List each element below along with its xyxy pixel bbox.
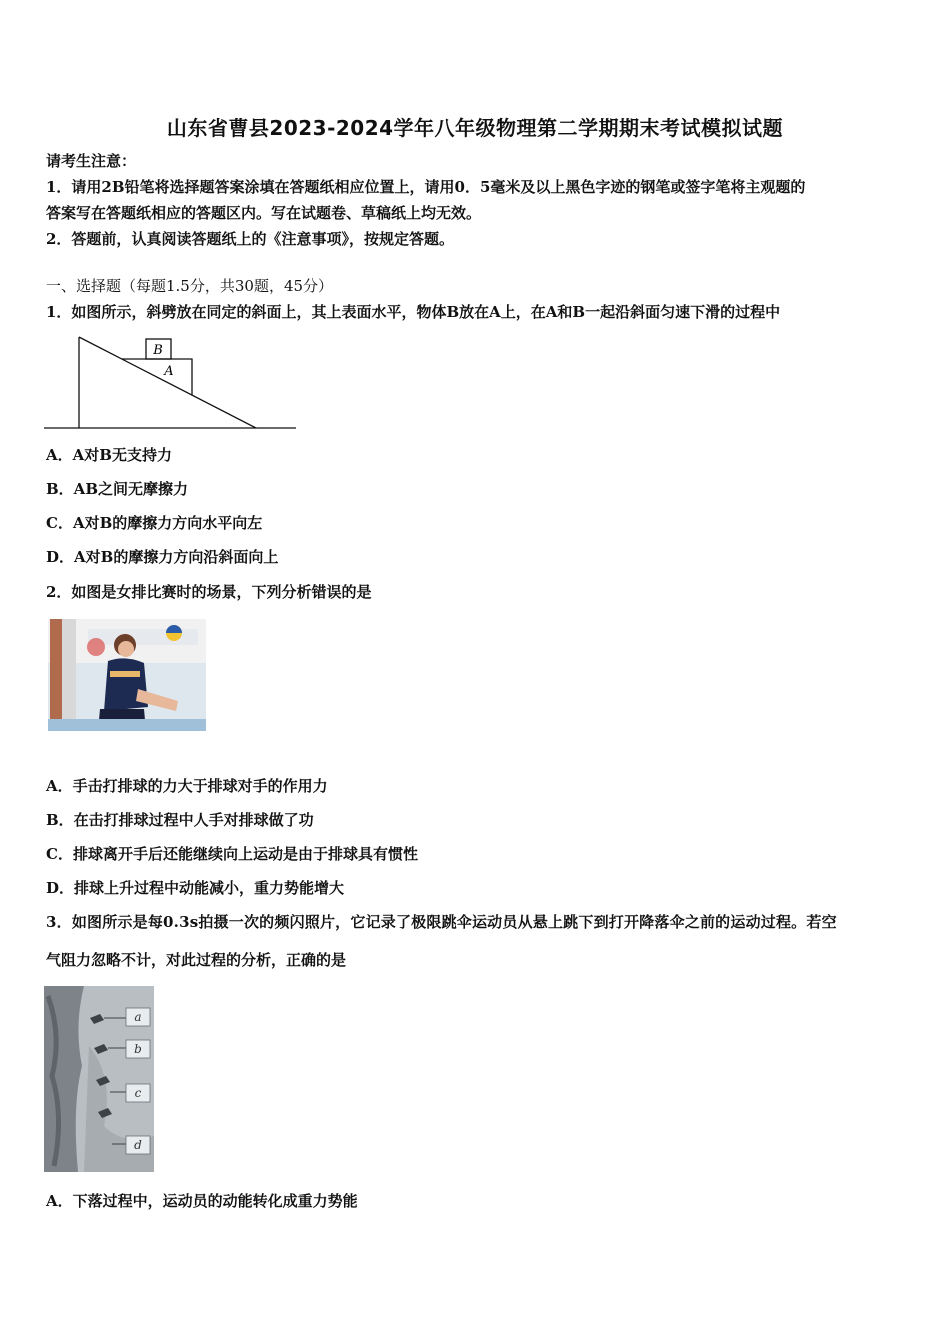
q2-option-b: B．在击打排球过程中人手对排球做了功 (46, 811, 314, 829)
q2-option-c: C．排球离开手后还能继续向上运动是由于排球具有惯性 (46, 845, 418, 863)
notice-line-1-cont: 答案写在答题纸相应的答题区内。写在试题卷、草稿纸上均无效。 (46, 204, 482, 222)
q2-stem: 2．如图是女排比赛时的场景，下列分析错误的是 (46, 583, 372, 601)
q1-option-d: D．A对B的摩擦力方向沿斜面向上 (46, 548, 279, 566)
label-a: A (164, 364, 174, 379)
q1-incline-figure (44, 334, 300, 432)
q3-stem-line-2: 气阻力忽略不计，对此过程的分析，正确的是 (46, 951, 347, 969)
label-b: b (134, 1042, 142, 1056)
notice-heading: 请考生注意： (46, 152, 137, 170)
q3-option-a: A．下落过程中，运动员的动能转化成重力势能 (46, 1192, 358, 1210)
label-d: d (134, 1138, 142, 1152)
label-b: B (153, 343, 163, 358)
q2-volleyball-photo (48, 619, 206, 731)
q2-option-d: D．排球上升过程中动能减小，重力势能增大 (46, 879, 345, 897)
notice-line-1: 1．请用2B铅笔将选择题答案涂填在答题纸相应位置上，请用0．5毫米及以上黑色字迹的钢笔或签字笔将主观题的 (46, 178, 806, 196)
q2-option-a: A．手击打排球的力大于排球对手的作用力 (46, 777, 328, 795)
notice-line-2: 2．答题前，认真阅读答题纸上的《注意事项》，按规定答题。 (46, 230, 454, 248)
section-heading: 一、选择题（每题1.5分，共30题，45分） (46, 277, 334, 295)
q1-stem: 1．如图所示，斜劈放在同定的斜面上，其上表面水平，物体B放在A上，在A和B一起沿斜面匀速下滑的过程中 (46, 303, 781, 321)
label-a: a (134, 1010, 142, 1024)
q1-option-b: B．AB之间无摩擦力 (46, 480, 188, 498)
incline-slope (79, 337, 256, 428)
page-title: 山东省曹县2023-2024学年八年级物理第二学期期末考试模拟试题 (166, 116, 784, 140)
q3-stem-line-1: 3．如图所示是每0.3s拍摄一次的频闪照片，它记录了极限跳伞运动员从悬上跳下到打开降落伞之前的运动过程。若空 (46, 913, 837, 931)
label-c: c (134, 1086, 142, 1100)
q3-strobe-photo (44, 986, 154, 1172)
q1-option-a: A．A对B无支持力 (46, 446, 172, 464)
q1-option-c: C．A对B的摩擦力方向水平向左 (46, 514, 263, 532)
